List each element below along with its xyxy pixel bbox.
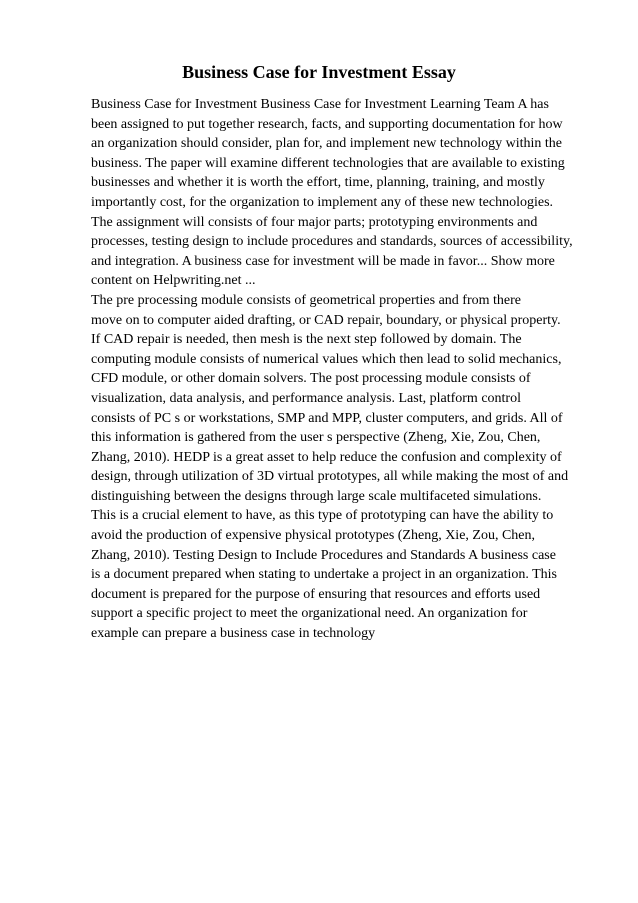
essay-line: The pre processing module consists of geometrical properties and from there [91, 292, 521, 308]
essay-line: distinguishing between the designs through large scale multifaceted simulations. [91, 488, 542, 504]
essay-line: avoid the production of expensive physical prototypes (Zheng, Xie, Zou, Chen, [91, 528, 536, 544]
essay-line: been assigned to put together research, facts, and supporting documentation for how [91, 116, 563, 132]
essay-line: This is a crucial element to have, as this type of prototyping can have the ability to [91, 508, 554, 524]
essay-line: businesses and whether it is worth the effort, time, planning, training, and mostly [91, 175, 545, 191]
document-title: Business Case for Investment Essay [182, 62, 456, 82]
essay-body [91, 95, 573, 644]
essay-line: consists of PC s or workstations, SMP and MPP, cluster computers, and grids. All of [91, 410, 563, 426]
essay-line: content on Helpwriting.net ... [91, 273, 256, 289]
essay-line: this information is gathered from the user s perspective (Zheng, Xie, Zou, Chen, [91, 430, 541, 446]
essay-line: importantly cost, for the organization to implement any of these new technologies. [91, 194, 554, 210]
essay-line: example can prepare a business case in technology [91, 626, 376, 642]
essay-line: Zhang, 2010). HEDP is a great asset to help reduce the confusion and complexity of [91, 449, 562, 465]
essay-line: visualization, data analysis, and performance analysis. Last, platform control [91, 390, 521, 406]
essay-line: design, through utilization of 3D virtual prototypes, all while making the most of and [91, 469, 569, 485]
essay-line: an organization should consider, plan for, and implement new technology within the [91, 136, 563, 152]
essay-line: is a document prepared when stating to undertake a project in an organization. This [91, 567, 558, 583]
essay-line: move on to computer aided drafting, or CAD repair, boundary, or physical property. [91, 312, 561, 328]
essay-line: business. The paper will examine different technologies that are available to existing [91, 155, 565, 171]
essay-line: Zhang, 2010). Testing Design to Include Procedures and Standards A business case [91, 547, 556, 563]
essay-line: processes, testing design to include procedures and standards, sources of accessibility, [91, 234, 573, 250]
essay-line: document is prepared for the purpose of ensuring that resources and efforts used [91, 586, 541, 602]
essay-line: CFD module, or other domain solvers. The post processing module consists of [91, 371, 531, 387]
essay-line: and integration. A business case for investment will be made in favor... Show more [91, 253, 555, 269]
essay-line: computing module consists of numerical values which then lead to solid mechanics, [91, 351, 562, 367]
essay-line: support a specific project to meet the organizational need. An organization for [91, 606, 528, 622]
essay-line: The assignment will consists of four major parts; prototyping environments and [91, 214, 538, 230]
essay-line: If CAD repair is needed, then mesh is the next step followed by domain. The [91, 332, 522, 348]
essay-line: Business Case for Investment Business Case for Investment Learning Team A has [91, 97, 549, 112]
